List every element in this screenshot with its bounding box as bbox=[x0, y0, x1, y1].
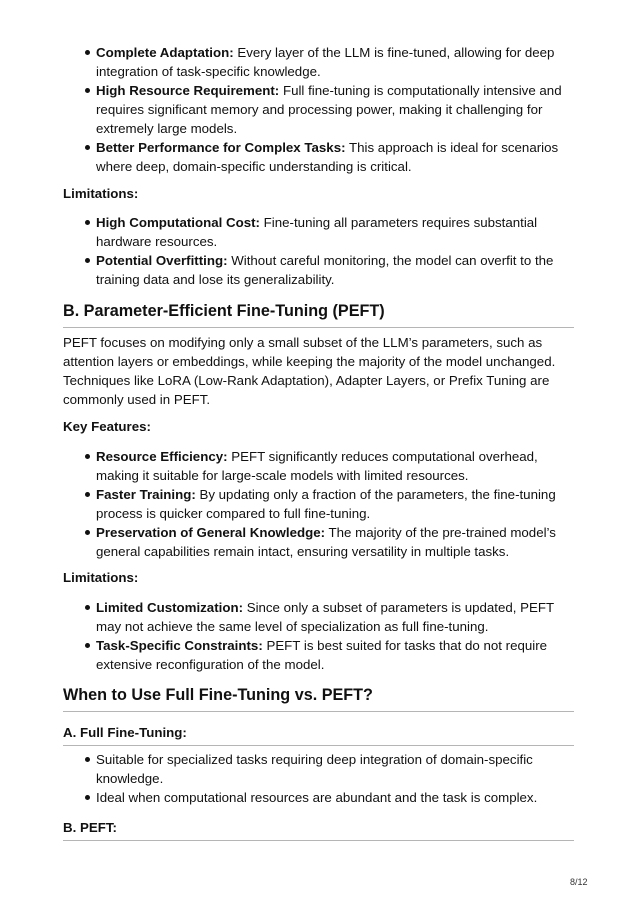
item-text: PEFT is best suited for tasks that do not require extensive reconfiguration of the model. bbox=[96, 638, 548, 672]
list-item bbox=[96, 251, 574, 289]
peft-features-label: Key Features: bbox=[63, 419, 151, 434]
item-title: Potential Overfitting: bbox=[96, 253, 228, 268]
when-peft-heading: B. PEFT: bbox=[63, 818, 574, 841]
item-title: Faster Training: bbox=[96, 487, 196, 502]
full-ft-features-list bbox=[96, 43, 574, 176]
page-number: 8/12 bbox=[570, 877, 588, 887]
item-text: Since only a subset of parameters is updated, PEFT may not achieve the same level of specialization as full fine-tuning. bbox=[96, 600, 554, 634]
item-text: The majority of the pre-trained model’s general capabilities remain intact, ensuring versatility in multiple tasks. bbox=[96, 525, 556, 559]
list-item bbox=[96, 485, 574, 523]
peft-intro-paragraph: PEFT focuses on modifying only a small subset of the LLM’s parameters, such as attention layers or embeddings, while keeping the majority of the model unchanged. Techniques like LoRA (Low-Rank Adaptation), Adapter Layers, or Prefix Tuning are commonly used in PEFT. bbox=[63, 335, 556, 407]
item-title: Resource Efficiency: bbox=[96, 449, 228, 464]
item-text: Without careful monitoring, the model can overfit to the training data and lose its generalizability. bbox=[96, 253, 554, 287]
peft-limitations-label: Limitations: bbox=[63, 570, 139, 585]
item-title: Better Performance for Complex Tasks: bbox=[96, 140, 346, 155]
list-item bbox=[96, 138, 574, 176]
list-item: Ideal when computational resources are abundant and the task is complex. bbox=[96, 788, 574, 807]
item-title: Preservation of General Knowledge: bbox=[96, 525, 326, 540]
item-title: Limited Customization: bbox=[96, 600, 243, 615]
list-item bbox=[96, 636, 574, 674]
item-text: PEFT significantly reduces computational overhead, making it suitable for large-scale models with limited resources. bbox=[96, 449, 538, 483]
item-text: Full fine-tuning is computationally intensive and requires significant memory and processing power, making it challenging for extremely large models. bbox=[96, 83, 562, 136]
item-text: Fine-tuning all parameters requires substantial hardware resources. bbox=[96, 215, 538, 249]
list-item bbox=[96, 598, 574, 636]
list-item bbox=[96, 81, 574, 138]
when-full-list bbox=[96, 750, 574, 807]
full-ft-limitations-label: Limitations: bbox=[63, 186, 139, 201]
item-text: Every layer of the LLM is fine-tuned, allowing for deep integration of task-specific knowledge. bbox=[96, 45, 555, 79]
full-ft-limitations-list bbox=[96, 213, 574, 289]
item-title: Complete Adaptation: bbox=[96, 45, 234, 60]
peft-features-list bbox=[96, 447, 574, 561]
when-full-heading: A. Full Fine-Tuning: bbox=[63, 723, 574, 746]
list-item bbox=[96, 213, 574, 251]
item-text: This approach is ideal for scenarios where deep, domain-specific understanding is critical. bbox=[96, 140, 559, 174]
peft-limitations-list bbox=[96, 598, 574, 674]
list-item bbox=[96, 523, 574, 561]
list-item bbox=[96, 43, 574, 81]
item-title: Task-Specific Constraints: bbox=[96, 638, 263, 653]
item-title: High Computational Cost: bbox=[96, 215, 260, 230]
list-item: Suitable for specialized tasks requiring deep integration of domain-specific knowledge. bbox=[96, 750, 574, 788]
item-title: High Resource Requirement: bbox=[96, 83, 280, 98]
when-heading: When to Use Full Fine-Tuning vs. PEFT? bbox=[63, 684, 574, 712]
peft-heading: B. Parameter-Efficient Fine-Tuning (PEFT) bbox=[63, 300, 574, 328]
item-text: By updating only a fraction of the parameters, the fine-tuning process is quicker compared to full fine-tuning. bbox=[96, 487, 556, 521]
list-item bbox=[96, 447, 574, 485]
